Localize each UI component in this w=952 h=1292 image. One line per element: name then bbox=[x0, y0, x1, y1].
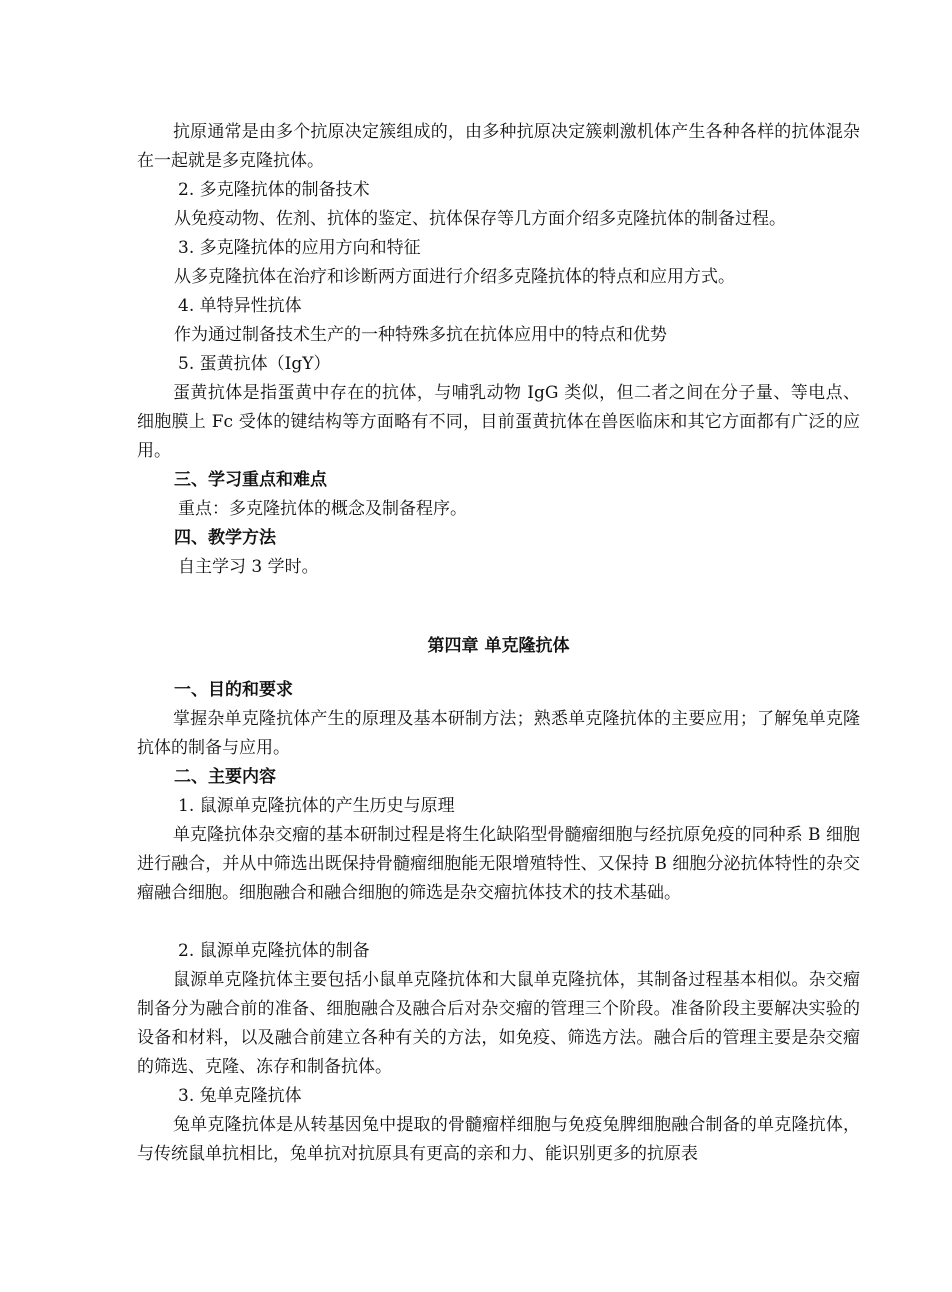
list-item-polyclonal-preparation: 2. 多克隆抗体的制备技术 bbox=[178, 180, 370, 200]
list-item-application: 3. 多克隆抗体的应用方向和特征 bbox=[178, 238, 421, 258]
paragraph-rabbit-monoclonal: 兔单克隆抗体是从转基因兔中提取的骨髓瘤样细胞与免疫兔脾细胞融合制备的单克隆抗体，与传统鼠单抗相比，兔单抗对抗原具有更高的亲和力、能识别更多的抗原表 bbox=[137, 1115, 860, 1164]
paragraph-key-points: 重点：多克隆抗体的概念及制备程序。 bbox=[178, 499, 467, 519]
chapter-title: 第四章 单克隆抗体 bbox=[427, 636, 570, 656]
list-item-igy: 5. 蛋黄抗体（IgY） bbox=[178, 354, 331, 374]
list-item-murine-preparation: 2. 鼠源单克隆抗体的制备 bbox=[178, 941, 370, 961]
list-item-rabbit-monoclonal: 3. 兔单克隆抗体 bbox=[178, 1086, 302, 1106]
list-item-monospecific: 4. 单特异性抗体 bbox=[178, 296, 302, 316]
paragraph-application: 从多克隆抗体在治疗和诊断两方面进行介绍多克隆抗体的特点和应用方式。 bbox=[174, 267, 735, 287]
paragraph-monospecific: 作为通过制备技术生产的一种特殊多抗在抗体应用中的特点和优势 bbox=[174, 325, 667, 345]
paragraph-objectives: 掌握杂单克隆抗体产生的原理及基本研制方法；熟悉单克隆抗体的主要应用；了解兔单克隆抗体的制备与应用。 bbox=[137, 709, 860, 758]
paragraph-polyclonal-definition: 抗原通常是由多个抗原决定簇组成的，由多种抗原决定簇刺激机体产生各种各样的抗体混杂在一起就是多克隆抗体。 bbox=[137, 122, 860, 171]
section-heading-main-content: 二、主要内容 bbox=[174, 767, 276, 787]
paragraph-murine-preparation: 鼠源单克隆抗体主要包括小鼠单克隆抗体和大鼠单克隆抗体，其制备过程基本相似。杂交瘤制备分为融合前的准备、细胞融合及融合后对杂交瘤的管理三个阶段。准备阶段主要解决实验的设备和材料，以及融合前建立各种有关的方法，如免疫、筛选方法。融合后的管理主要是杂交瘤的筛选、克隆、冻存和制备抗体。 bbox=[137, 970, 860, 1077]
paragraph-preparation-process: 从免疫动物、佐剂、抗体的鉴定、抗体保存等几方面介绍多克隆抗体的制备过程。 bbox=[174, 209, 786, 229]
paragraph-hybridoma-principle: 单克隆抗体杂交瘤的基本研制过程是将生化缺陷型骨髓瘤细胞与经抗原免疫的同种系 B 细胞进行融合，并从中筛选出既保持骨髓瘤细胞能无限增殖特性、又保持 B 细胞分泌抗体特性的杂交瘤融合细胞。细胞融合和融合细胞的筛选是杂交瘤抗体技术的技术基础。 bbox=[137, 825, 860, 903]
section-heading-objectives: 一、目的和要求 bbox=[174, 680, 293, 700]
paragraph-igy: 蛋黄抗体是指蛋黄中存在的抗体，与哺乳动物 IgG 类似，但二者之间在分子量、等电点、细胞膜上 Fc 受体的键结构等方面略有不同，目前蛋黄抗体在兽医临床和其它方面都有广泛的应用。 bbox=[137, 383, 860, 461]
paragraph-teaching-method: 自主学习 3 学时。 bbox=[178, 557, 319, 577]
section-heading-teaching-method: 四、教学方法 bbox=[174, 528, 276, 548]
list-item-murine-history: 1. 鼠源单克隆抗体的产生历史与原理 bbox=[178, 796, 455, 816]
section-heading-key-points: 三、学习重点和难点 bbox=[174, 470, 327, 490]
